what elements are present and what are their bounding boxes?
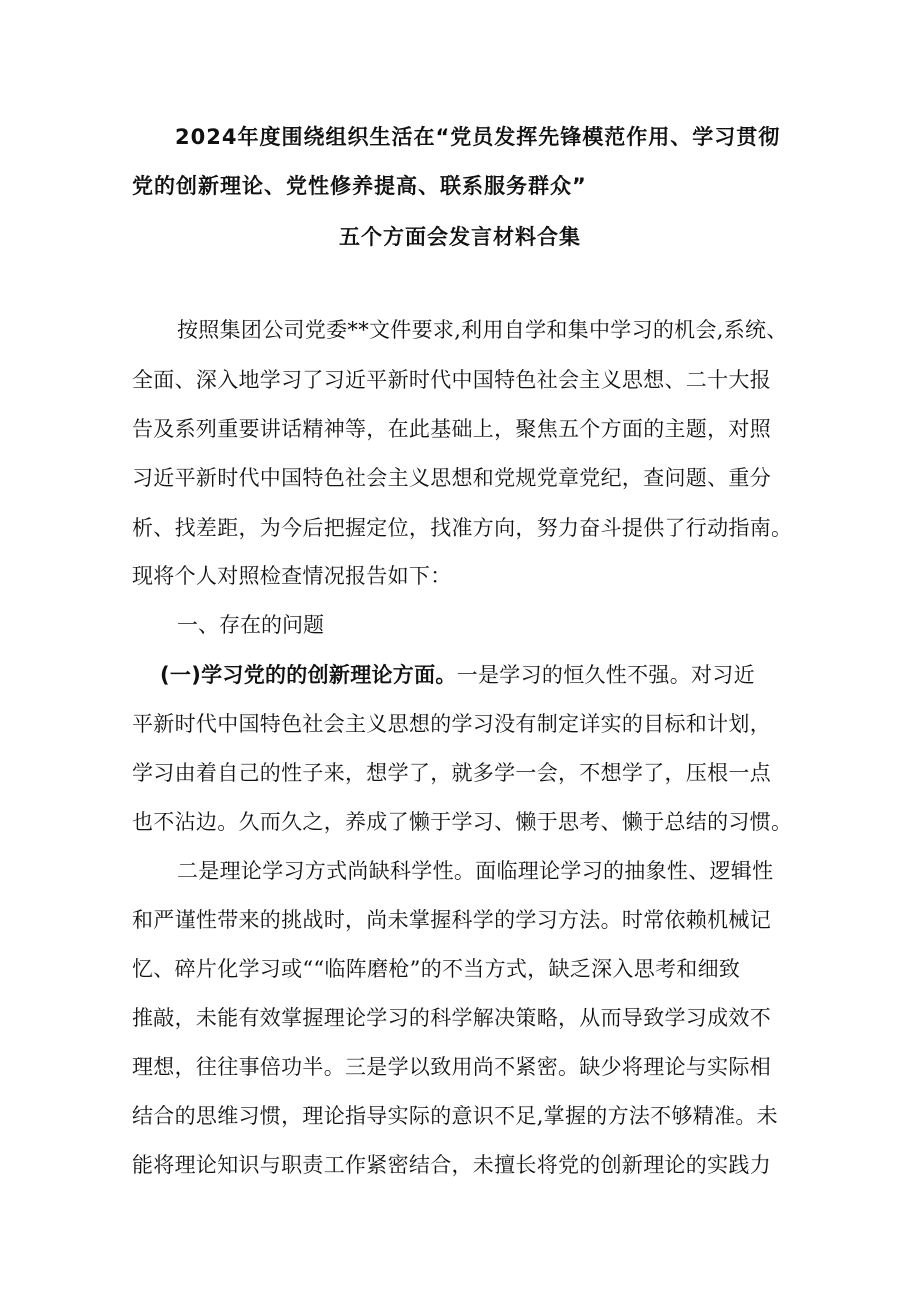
intro-line: 按照集团公司党委**文件要求,利用自学和集中学习的机会,系统、 [177, 318, 788, 342]
body-line: 推敲，未能有效掌握理论学习的科学解决策略，从而导致学习成效不 [132, 1006, 771, 1030]
body-line: 和严谨性带来的挑战时，尚未掌握科学的学习方法。时常依赖机械记 [132, 908, 771, 932]
document-title-line-1: 2024年度围绕组织生活在“党员发挥先锋模范作用、学习贯彻 [175, 125, 781, 149]
body-line: 平新时代中国特色社会主义思想的学习没有制定详实的目标和计划， [132, 712, 771, 736]
body-line: 结合的思维习惯，理论指导实际的意识不足,掌握的方法不够精准。未 [132, 1104, 778, 1128]
body-line: 二是理论学习方式尚缺科学性。面临理论学习的抽象性、逻辑性 [177, 859, 774, 883]
body-line: 也不沾边。久而久之，养成了懒于学习、懒于思考、懒于总结的习惯。 [132, 810, 793, 834]
document-title-line-3: 五个方面会发言材料合集 [339, 225, 581, 249]
section-heading: 一、存在的问题 [177, 613, 324, 637]
subsection-label: (一)学习党的的创新理论方面。 [160, 663, 457, 687]
body-line: 能将理论知识与职责工作紧密结合，未擅长将党的创新理论的实践力 [132, 1153, 771, 1177]
intro-line: 析、找差距，为今后把握定位，找准方向，努力奋斗提供了行动指南。 [132, 516, 793, 540]
intro-line: 现将个人对照检查情况报告如下： [132, 564, 452, 588]
subsection-first-text: 一是学习的恒久性不强。对习近 [456, 663, 755, 687]
intro-line: 习近平新时代中国特色社会主义思想和党规党章党纪，查问题、重分 [132, 466, 771, 490]
body-line: 忆、碎片化学习或““临阵磨枪”的不当方式，缺乏深入思考和细致 [132, 957, 741, 981]
intro-line: 全面、深入地学习了习近平新时代中国特色社会主义思想、二十大报 [132, 368, 771, 392]
intro-line: 告及系列重要讲话精神等，在此基础上，聚焦五个方面的主题，对照 [132, 417, 771, 441]
subsection-first-line [160, 659, 755, 689]
document-title-line-2: 党的创新理论、党性修养提高、联系服务群众” [132, 174, 587, 198]
body-line: 学习由着自己的性子来，想学了，就多学一会，不想学了，压根一点 [132, 761, 771, 785]
body-line: 理想，往往事倍功半。三是学以致用尚不紧密。缺少将理论与实际相 [132, 1055, 771, 1079]
